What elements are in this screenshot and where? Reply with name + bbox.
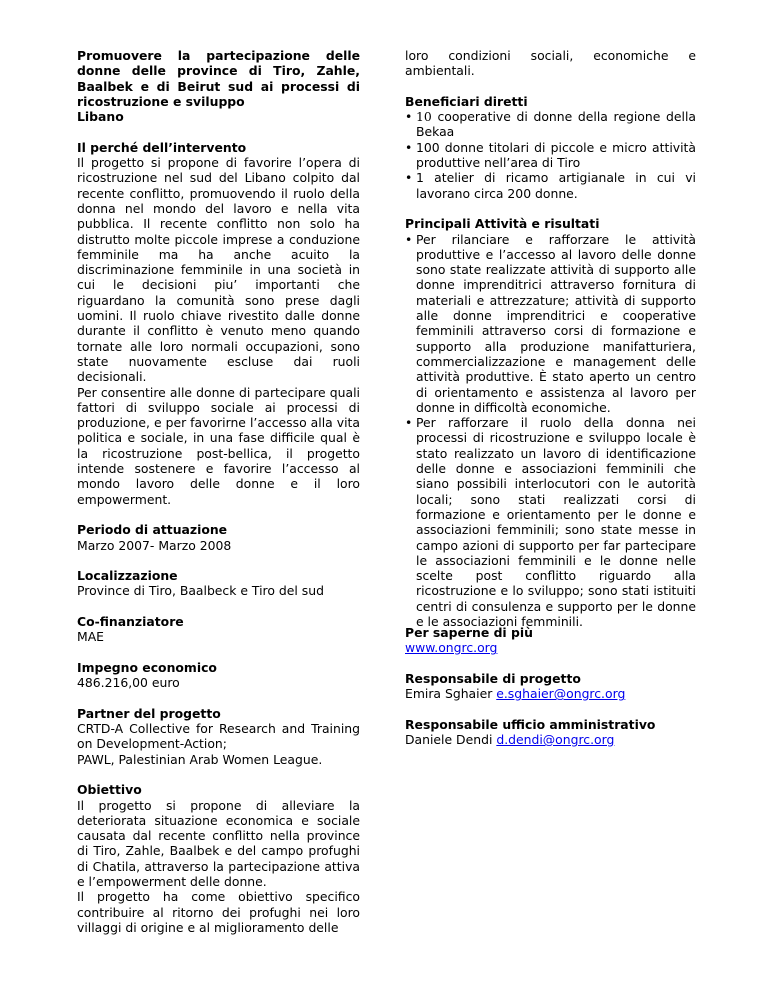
bullet-icon: • (405, 231, 413, 247)
section-responsabile (405, 671, 696, 702)
beneficiari-list (405, 109, 696, 201)
email-link[interactable]: e.sghaier@ongrc.org (496, 686, 626, 702)
country: Libano (77, 109, 124, 125)
section-heading: Partner del progetto (77, 705, 221, 721)
section-heading: Beneficiari diretti (405, 93, 528, 109)
section-heading: Responsabile ufficio amministrativo (405, 716, 656, 732)
list-item (405, 415, 696, 629)
section-value: MAE (77, 629, 104, 645)
section-heading: Impegno economico (77, 659, 217, 675)
paragraph: loro condizioni sociali, economiche e ambientali. (405, 48, 696, 79)
section-heading: Co-finanziatore (77, 613, 184, 629)
paragraph: Per consentire alle donne di partecipare quali fattori di sviluppo sociale ai processi di produzione, e per favorirne l’accesso alla vita politica e sociale, in una fase difficile qual è la ricostruzione post-bellica, il progetto intende sostenere e favorire l’accesso al mondo lavoro delle donne e il loro empowerment. (77, 384, 360, 507)
section-perche (77, 140, 360, 507)
website-link[interactable]: www.ongrc.org (405, 640, 498, 656)
list-item (405, 170, 696, 201)
section-saperne (405, 625, 696, 656)
section-heading: Obiettivo (77, 782, 142, 798)
contact-name: Emira Sghaier (405, 686, 497, 702)
title-block (77, 48, 360, 124)
section-heading: Responsabile di progetto (405, 670, 581, 686)
section-value: Province di Tiro, Baalbeck e Tiro del sud (77, 583, 324, 599)
item-text: 1 atelier di ricamo artigianale in cui vi lavorano circa 200 donne. (416, 170, 696, 201)
section-impegno (77, 660, 360, 691)
page-title: Promuovere la partecipazione delle donne delle province di Tiro, Zahle, Baalbek e di Beirut sud ai processi di ricostruzione e sviluppo (77, 48, 360, 109)
section-amministrativo (405, 717, 696, 748)
paragraph: Il progetto si propone di favorire l’opera di ricostruzione nel sud del Libano colpito dal recente conflitto, promuovendo il ruolo della donna nel mondo del lavoro e nella vita pubblica. Il recente conflitto non solo ha distrutto molte piccole imprese a conduzione femminile ma ha anche acuito la discriminazione femminile in una società in cui le decisioni piu’ importanti che riguardano la comunità sono prese dagli uomini. Il ruolo chiave rivestito dalle donne durante il conflitto è venuto meno quando tornate alle loro normali occupazioni, sono state nuovamente escluse dai ruoli decisionali. (77, 155, 360, 385)
section-partner (77, 706, 360, 767)
partner-line: PAWL, Palestinian Arab Women League. (77, 751, 323, 767)
section-cofinanziatore (77, 614, 360, 645)
paragraph: Il progetto ha come obiettivo specifico contribuire al ritorno dei profughi nei loro villaggi di origine e al miglioramento delle (77, 889, 360, 935)
contact-block (405, 625, 696, 763)
partner-line: CRTD-A Collective for Research and Training on Development-Action; (77, 721, 360, 752)
item-number: 10 (416, 109, 432, 125)
email-link[interactable]: d.dendi@ongrc.org (496, 732, 615, 748)
right-column (405, 48, 696, 645)
section-heading: Localizzazione (77, 568, 178, 584)
bullet-icon: • (405, 170, 413, 186)
section-heading: Periodo di attuazione (77, 522, 228, 538)
left-column (77, 48, 360, 951)
bullet-icon: • (405, 139, 413, 155)
section-obiettivo (77, 782, 360, 935)
item-text: Per rafforzare il ruolo della donna nei processi di ricostruzione e sviluppo locale è stato realizzato un lavoro di identificazione delle donne e associazioni femminili che siano possibili interlocutori con le autorità locali; sono stati realizzati corsi di formazione e orientamento per le donne e associazioni femminili; sono state messe in campo azioni di supporto per far partecipare le associazioni femminili e le donne nelle scelte post conflitto riguardo alla ricostruzione e lo sviluppo; sono stati istituiti centri di consulenza e supporto per le donne e le associazioni femminili. (416, 415, 696, 629)
list-item (405, 232, 696, 416)
list-item (405, 140, 696, 171)
attivita-list (405, 232, 696, 630)
section-value: 486.216,00 euro (77, 675, 180, 691)
list-item (405, 109, 696, 140)
obiettivo-continued (405, 48, 696, 79)
section-localizzazione (77, 568, 360, 599)
section-periodo (77, 522, 360, 553)
item-text: cooperative di donne della regione della Bekaa (416, 109, 696, 140)
paragraph: Il progetto si propone di alleviare la deteriorata situazione economica e sociale causata dal recente conflitto nella province di Tiro, Zahle, Baalbek e del campo profughi di Chatila, attraverso la partecipazione attiva e l’empowerment delle donne. (77, 797, 360, 890)
item-text: Per rilanciare e rafforzare le attività produttive e l’accesso al lavoro delle donne sono state realizzate attività di supporto alle donne imprenditrici attraverso fornitura di materiali e attrezzature; attività di supporto alle donne imprenditrici e cooperative femminili attraverso corsi di formazione e supporto alla produzione manifatturiera, commercializzazione e management delle attività produttive. È stato aperto un centro di orientamento e assistenza al lavoro per donne in difficoltà economiche. (416, 231, 696, 415)
bullet-icon: • (405, 415, 413, 431)
contact-name: Daniele Dendi (405, 732, 497, 748)
bullet-icon: • (405, 109, 413, 125)
section-heading: Il perché dell’intervento (77, 139, 247, 155)
section-value: Marzo 2007- Marzo 2008 (77, 537, 232, 553)
section-heading: Principali Attività e risultati (405, 216, 600, 232)
section-beneficiari (405, 94, 696, 201)
section-heading: Per saperne di più (405, 625, 533, 640)
section-attivita (405, 216, 696, 629)
item-text: 100 donne titolari di piccole e micro attività produttive nell’area di Tiro (416, 139, 696, 171)
